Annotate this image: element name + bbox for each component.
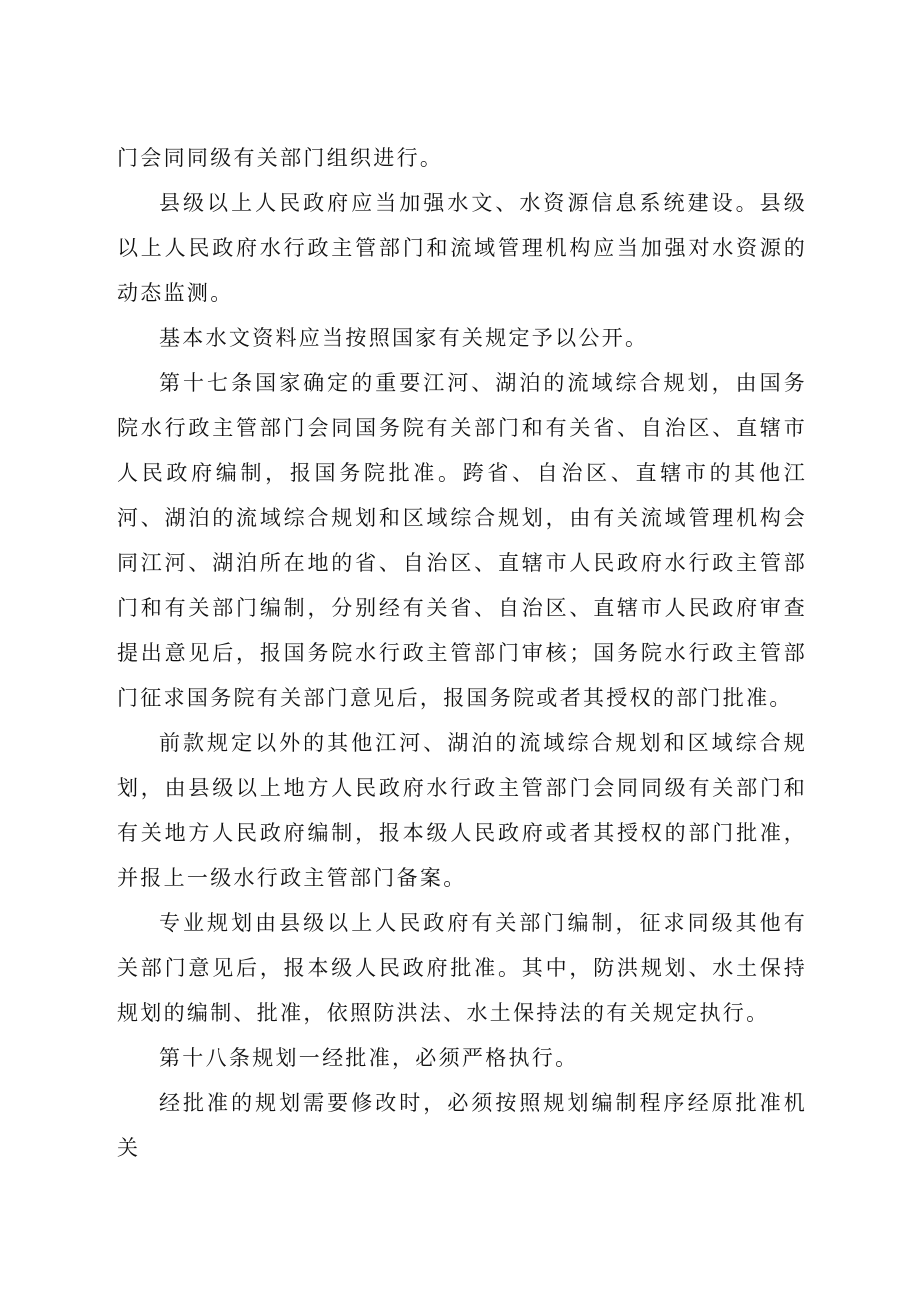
paragraph-hydrology-data-public: 基本水文资料应当按照国家有关规定予以公开。 (159, 326, 649, 350)
paragraph-continuation: 门会同同级有关部门组织进行。 (117, 146, 444, 170)
paragraph-plan-revision: 经批准的规划需要修改时，必须按照规划编制程序经原批准机关 (117, 1091, 807, 1160)
document-body (117, 136, 807, 1171)
paragraph-other-river-plans: 前款规定以外的其他江河、湖泊的流域综合规划和区域综合规划，由县级以上地方人民政府水行政主管部门会同同级有关部门和有关地方人民政府编制，报本级人民政府或者其授权的部门批准，并报上一级水行政主管部门备案。 (117, 731, 807, 890)
paragraph-article-17: 第十七条国家确定的重要江河、湖泊的流域综合规划，由国务院水行政主管部门会同国务院有关部门和有关省、自治区、直辖市人民政府编制，报国务院批准。跨省、自治区、直辖市的其他江河、湖泊的流域综合规划和区域综合规划，由有关流域管理机构会同江河、湖泊所在地的省、自治区、直辖市人民政府水行政主管部门和有关部门编制，分别经有关省、自治区、直辖市人民政府审查提出意见后，报国务院水行政主管部门审核；国务院水行政主管部门征求国务院有关部门意见后，报国务院或者其授权的部门批准。 (117, 371, 807, 710)
paragraph-hydrology-info-system: 县级以上人民政府应当加强水文、水资源信息系统建设。县级以上人民政府水行政主管部门和流域管理机构应当加强对水资源的动态监测。 (117, 191, 807, 305)
paragraph-article-18: 第十八条规划一经批准，必须严格执行。 (159, 1046, 579, 1070)
paragraph-professional-plans: 专业规划由县级以上人民政府有关部门编制，征求同级其他有关部门意见后，报本级人民政府批准。其中，防洪规划、水土保持规划的编制、批准，依照防洪法、水土保持法的有关规定执行。 (117, 911, 807, 1025)
